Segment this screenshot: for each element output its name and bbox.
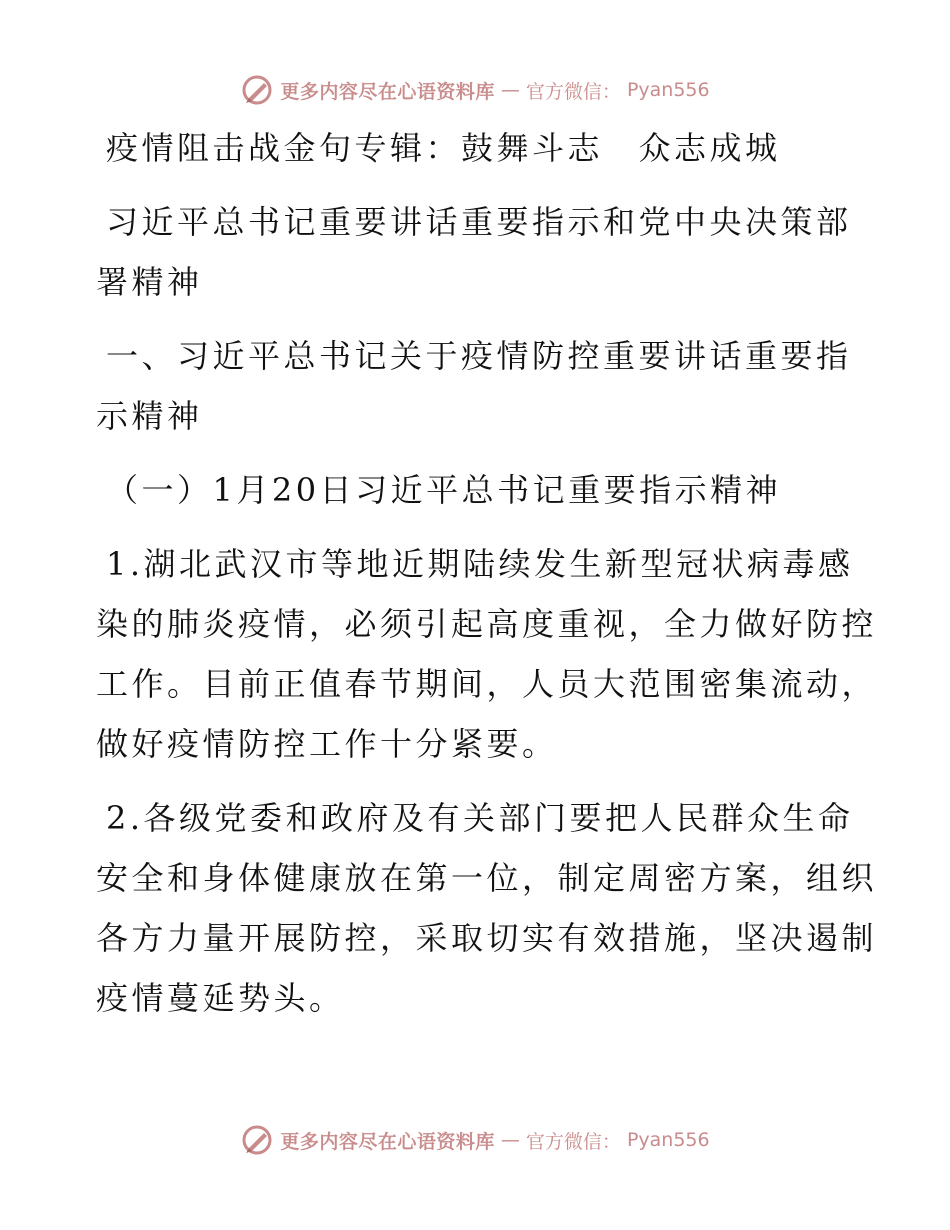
paragraph-line: 染的肺炎疫情，必须引起高度重视，全力做好防控 xyxy=(96,605,878,643)
watermark-separator: — xyxy=(500,79,520,101)
section-heading xyxy=(96,192,856,312)
pen-logo-icon xyxy=(240,73,274,107)
paragraph-line: 疫情蔓延势头。 xyxy=(96,979,345,1017)
sub-heading: （一）1月20日习近平总书记重要指示精神 xyxy=(106,471,782,509)
item-2-paragraph xyxy=(96,788,878,1028)
paragraph-line: 各方力量开展防控，采取切实有效措施，坚决遏制 xyxy=(96,919,878,957)
watermark-wechat-id: Pyan556 xyxy=(626,1129,710,1151)
document-title: 疫情阻击战金句专辑：鼓舞斗志 众志成城 xyxy=(106,129,781,167)
watermark-wechat-id: Pyan556 xyxy=(626,79,710,101)
watermark-text: 更多内容尽在心语资料库 xyxy=(280,80,495,103)
watermark-official: 官方微信： xyxy=(525,80,621,103)
watermark-separator: — xyxy=(500,1129,520,1151)
paragraph-line: 工作。目前正值春节期间，人员大范围密集流动， xyxy=(96,665,878,703)
paragraph-line: 安全和身体健康放在第一位，制定周密方案，组织 xyxy=(96,859,878,897)
watermark-official: 官方微信： xyxy=(525,1130,621,1153)
section-heading-line: 署精神 xyxy=(96,263,203,301)
paragraph-line: 1.湖北武汉市等地近期陆续发生新型冠状病毒感 xyxy=(106,545,854,583)
part-one-heading xyxy=(96,326,856,446)
paragraph-line: 2.各级党委和政府及有关部门要把人民群众生命 xyxy=(106,799,854,837)
footer-watermark xyxy=(0,1120,950,1160)
paragraph-line: 做好疫情防控工作十分紧要。 xyxy=(96,725,558,763)
header-watermark xyxy=(0,70,950,110)
part-one-heading-line: 一、习近平总书记关于疫情防控重要讲话重要指 xyxy=(106,337,852,375)
part-one-heading-line: 示精神 xyxy=(96,397,203,435)
document-body xyxy=(96,118,878,1042)
watermark-text: 更多内容尽在心语资料库 xyxy=(280,1130,495,1153)
item-1-paragraph xyxy=(96,534,878,774)
section-heading-line: 习近平总书记重要讲话重要指示和党中央决策部 xyxy=(106,203,852,241)
pen-logo-icon xyxy=(240,1123,274,1157)
